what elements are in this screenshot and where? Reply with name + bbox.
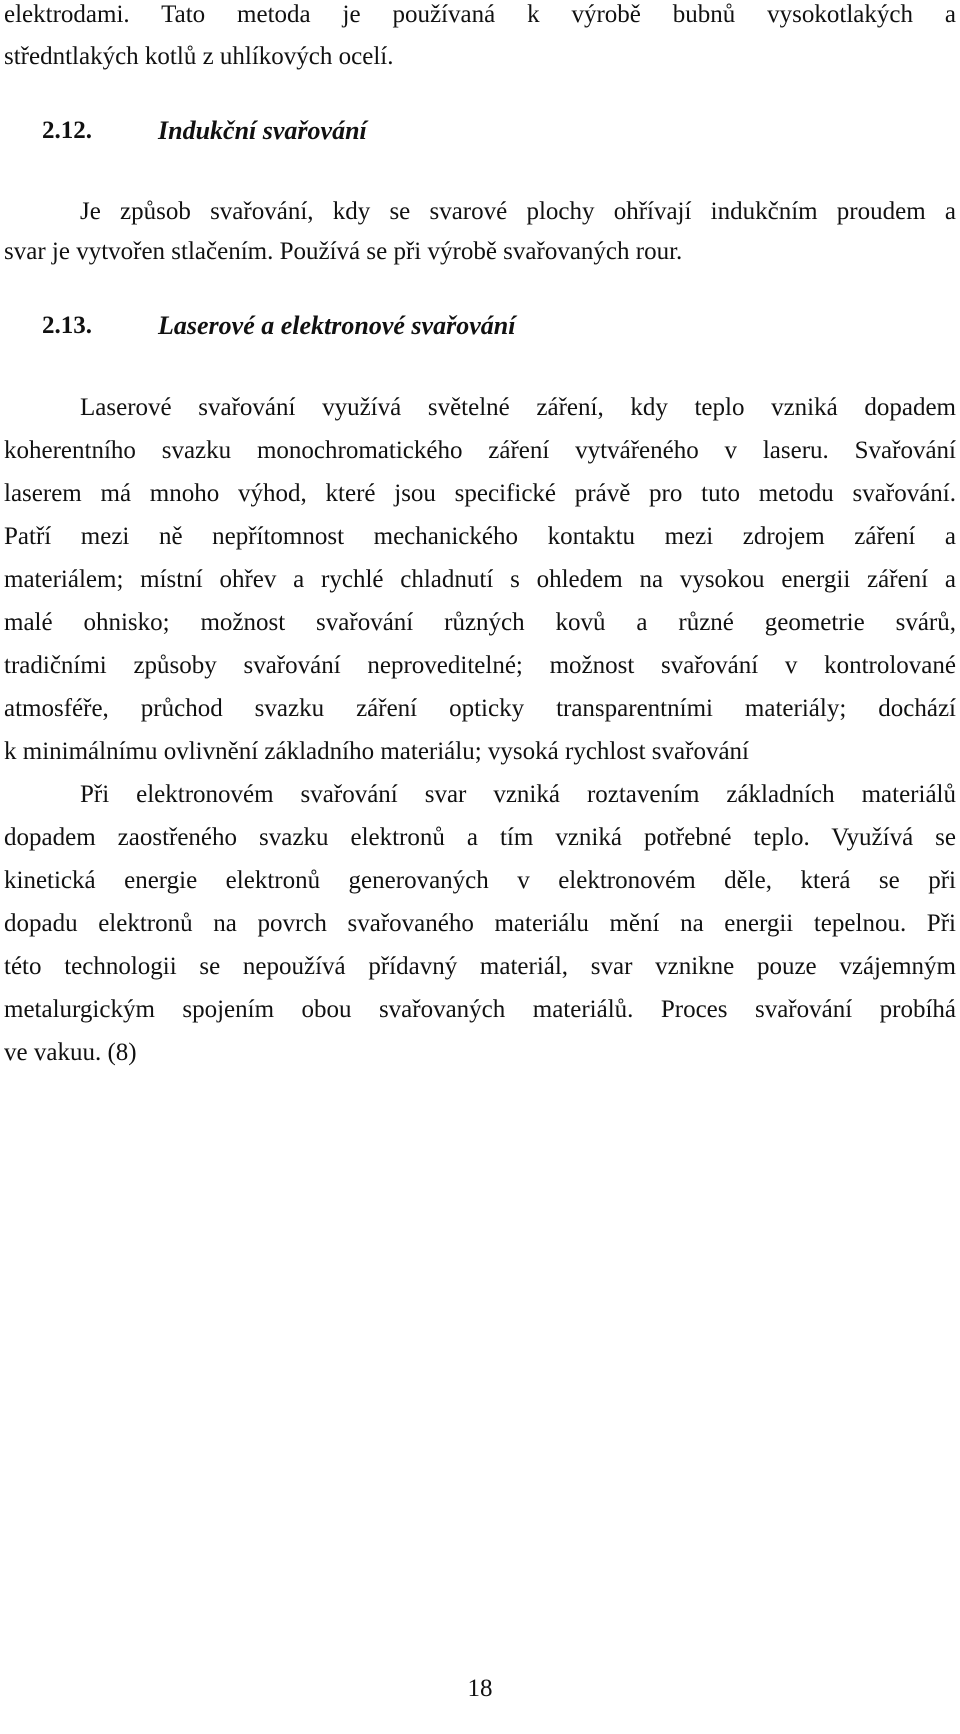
section-2-12-line-2: svar je vytvořen stlačením. Používá se při výrobě svařovaných rour.	[4, 238, 683, 265]
section-2-12-number: 2.12.	[42, 117, 92, 144]
section-2-13-p2-line-7: ve vakuu. (8)	[4, 1039, 137, 1066]
section-2-12-title: Indukční svařování	[158, 116, 367, 145]
intro-line-2: středntlakých kotlů z uhlíkových ocelí.	[4, 43, 394, 70]
section-2-13-p1-line-3: laserem má mnoho výhod, které jsou specifické právě pro tuto metodu svařování.	[4, 480, 956, 507]
section-2-12-line-1: Je způsob svařování, kdy se svarové plochy ohřívají indukčním proudem a	[80, 198, 956, 225]
section-2-13-p1-line-1: Laserové svařování využívá světelné záření, kdy teplo vzniká dopadem	[80, 394, 956, 421]
section-2-13-p1-line-6: malé ohnisko; možnost svařování různých kovů a různé geometrie svárů,	[4, 609, 956, 636]
section-2-13-p2-line-3: kinetická energie elektronů generovaných v elektronovém děle, která se při	[4, 867, 956, 894]
section-2-13-p1-line-9: k minimálnímu ovlivnění základního materiálu; vysoká rychlost svařování	[4, 738, 749, 765]
section-2-13-p2-line-6: metalurgickým spojením obou svařovaných materiálů. Proces svařování probíhá	[4, 996, 956, 1023]
section-2-13-p2-line-2: dopadem zaostřeného svazku elektronů a tím vzniká potřebné teplo. Využívá se	[4, 824, 956, 851]
intro-line-1: elektrodami. Tato metoda je používaná k výrobě bubnů vysokotlakých a	[4, 1, 956, 28]
section-2-13-title: Laserové a elektronové svařování	[158, 311, 516, 340]
section-2-13-p1-line-4: Patří mezi ně nepřítomnost mechanického kontaktu mezi zdrojem záření a	[4, 523, 956, 550]
section-2-13-p2-line-1: Při elektronovém svařování svar vzniká roztavením základních materiálů	[80, 781, 956, 808]
section-2-13-p2-line-4: dopadu elektronů na povrch svařovaného materiálu mění na energii tepelnou. Při	[4, 910, 956, 937]
section-2-13-p1-line-5: materiálem; místní ohřev a rychlé chladnutí s ohledem na vysokou energii záření a	[4, 566, 956, 593]
page-number: 18	[467, 1675, 493, 1702]
section-2-13-p1-line-7: tradičními způsoby svařování neproveditelné; možnost svařování v kontrolované	[4, 652, 956, 679]
section-2-13-p1-line-8: atmosféře, průchod svazku záření opticky transparentními materiály; dochází	[4, 695, 956, 722]
section-2-13-p1-line-2: koherentního svazku monochromatického záření vytvářeného v laseru. Svařování	[4, 437, 956, 464]
section-2-13-number: 2.13.	[42, 312, 92, 339]
section-2-13-p2-line-5: této technologii se nepoužívá přídavný materiál, svar vznikne pouze vzájemným	[4, 953, 956, 980]
